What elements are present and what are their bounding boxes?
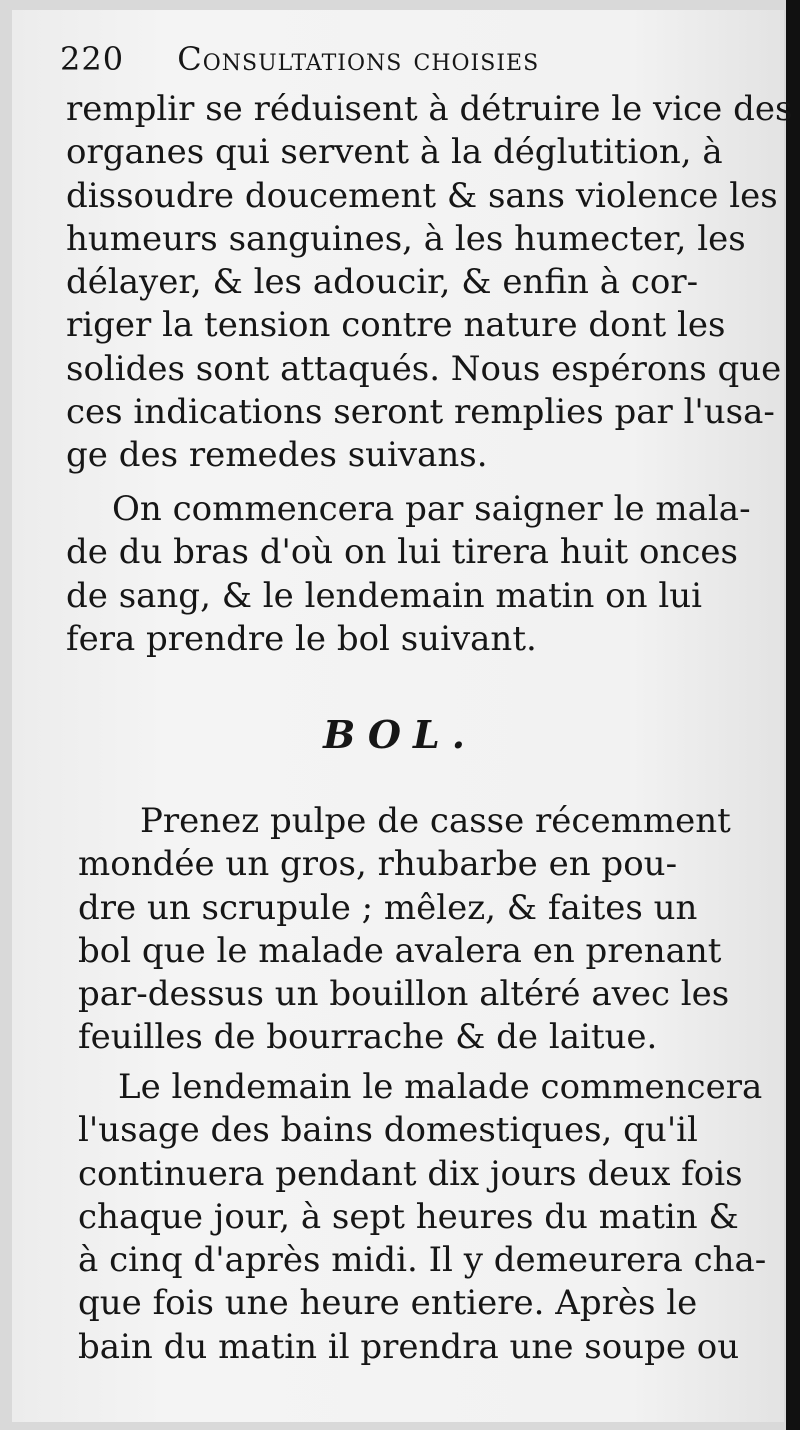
text-line: feuilles de bourrache & de laitue. <box>78 1017 658 1058</box>
page-number: 220 <box>60 40 125 78</box>
paragraph-2 <box>66 488 751 661</box>
text-line: par-dessus un bouillon altéré avec les <box>78 974 730 1015</box>
section-heading: BOL. <box>323 712 477 757</box>
text-line: bain du matin il prendra une soupe ou <box>78 1326 740 1367</box>
running-header <box>60 40 539 78</box>
text-line: mondée un gros, rhubarbe en pou- <box>78 844 678 885</box>
paragraph-3 <box>78 800 731 1060</box>
running-title: Consultations choisies <box>177 40 540 78</box>
text-line: Prenez pulpe de casse récemment <box>140 801 731 841</box>
text-line: riger la tension contre nature dont les <box>66 305 726 346</box>
paragraph-1 <box>66 88 792 478</box>
text-line: organes qui servent à la déglutition, à <box>66 132 723 173</box>
paragraph-4 <box>78 1066 766 1369</box>
text-line: de du bras d'où on lui tirera huit onces <box>66 532 738 573</box>
text-line: l'usage des bains domestiques, qu'il <box>78 1110 698 1151</box>
text-line: Le lendemain le malade commencera <box>118 1067 763 1107</box>
text-line: continuera pendant dix jours deux fois <box>78 1153 743 1194</box>
text-line: de sang, & le lendemain matin on lui <box>66 575 703 616</box>
text-line: On commencera par saigner le mala- <box>112 489 751 529</box>
text-line: chaque jour, à sept heures du matin & <box>78 1196 739 1237</box>
text-line: ge des remedes suivans. <box>66 435 488 476</box>
text-line: solides sont attaqués. Nous espérons que <box>66 348 782 389</box>
text-line: délayer, & les adoucir, & enfin à cor- <box>66 262 699 303</box>
text-line: bol que le malade avalera en prenant <box>78 930 722 971</box>
text-line: fera prendre le bol suivant. <box>66 618 537 659</box>
text-line: humeurs sanguines, à les humecter, les <box>66 218 746 259</box>
text-line: dre un scrupule ; mêlez, & faites un <box>78 887 698 928</box>
text-line: ces indications seront remplies par l'usa- <box>66 392 775 433</box>
text-line: à cinq d'après midi. Il y demeurera cha- <box>78 1240 767 1281</box>
text-line: dissoudre doucement & sans violence les <box>66 175 778 216</box>
text-line: remplir se réduisent à détruire le vice des <box>66 89 793 129</box>
text-line: que fois une heure entiere. Après le <box>78 1283 698 1324</box>
